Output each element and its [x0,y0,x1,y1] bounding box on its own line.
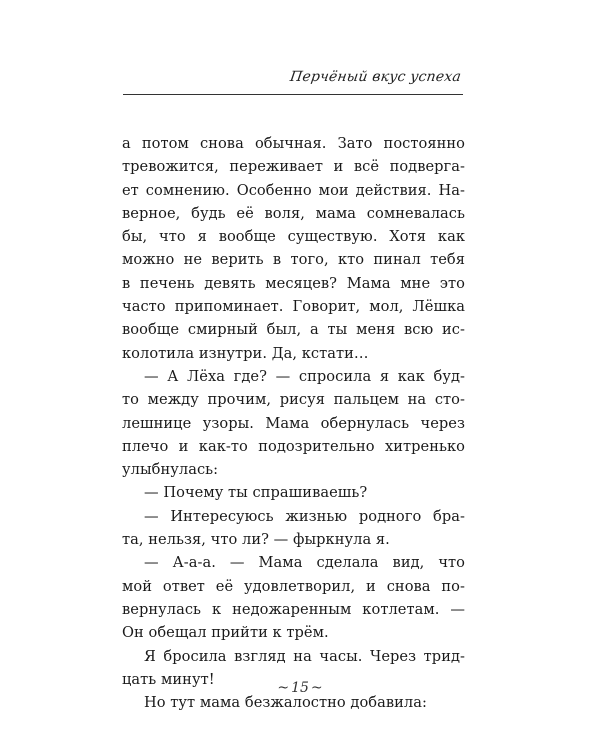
text-line: — А Лёха где? — спросила я как буд- [144,367,465,385]
text-line: — Почему ты спрашиваешь? [144,484,368,502]
text-line: мой ответ её удовлетворил, и снова по- [122,577,465,595]
text-line: тревожится, переживает и всё подверга- [122,158,465,176]
running-head-title: Перчёный вкус успеха [288,69,463,85]
text-line: улыбнулась: [122,461,219,479]
page-number: 15 [291,680,309,696]
text-line: плечо и как-то подозрительно хитренько [122,437,465,455]
folio-ornament-right: ~ [310,680,323,696]
header-rule [123,94,463,95]
text-line: лешнице узоры. Мама обернулась через [122,414,465,432]
text-line: Я бросила взгляд на часы. Через трид- [144,647,465,665]
text-line: бы, что я вообще существую. Хотя как [122,228,465,246]
text-line: а потом снова обычная. Зато постоянно [122,135,465,152]
text-line: колотила изнутри. Да, кстати… [122,344,369,362]
text-line: то между прочим, рисуя пальцем на сто- [122,391,465,409]
text-line: та, нельзя, что ли? — фыркнула я. [122,531,390,549]
text-line: вообще смирный был, а ты меня всю ис- [122,321,465,339]
text-line: — А-а-а. — Мама сделала вид, что [144,554,465,572]
text-line: Но тут мама безжалостно добавила: [144,694,427,712]
running-head [123,62,463,98]
text-line: часто припоминает. Говорит, мол, Лёшка [122,298,465,316]
text-line: в печень девять месяцев? Мама мне это [122,274,465,292]
folio-ornament-left: ~ [277,680,290,696]
text-line: вернулась к недожаренным котлетам. — [122,600,465,618]
text-line: верное, будь её воля, мама сомневалась [122,204,465,222]
text-line: можно не верить в того, кто пинал тебя [122,251,465,269]
page-folio [0,680,600,696]
text-line: цать минут! [122,670,215,688]
body-text [122,132,465,714]
text-line: ет сомнению. Особенно мои действия. На- [122,181,465,199]
text-line: Он обещал прийти к трём. [122,624,329,642]
text-line: — Интересуюсь жизнью родного бра- [144,507,465,525]
